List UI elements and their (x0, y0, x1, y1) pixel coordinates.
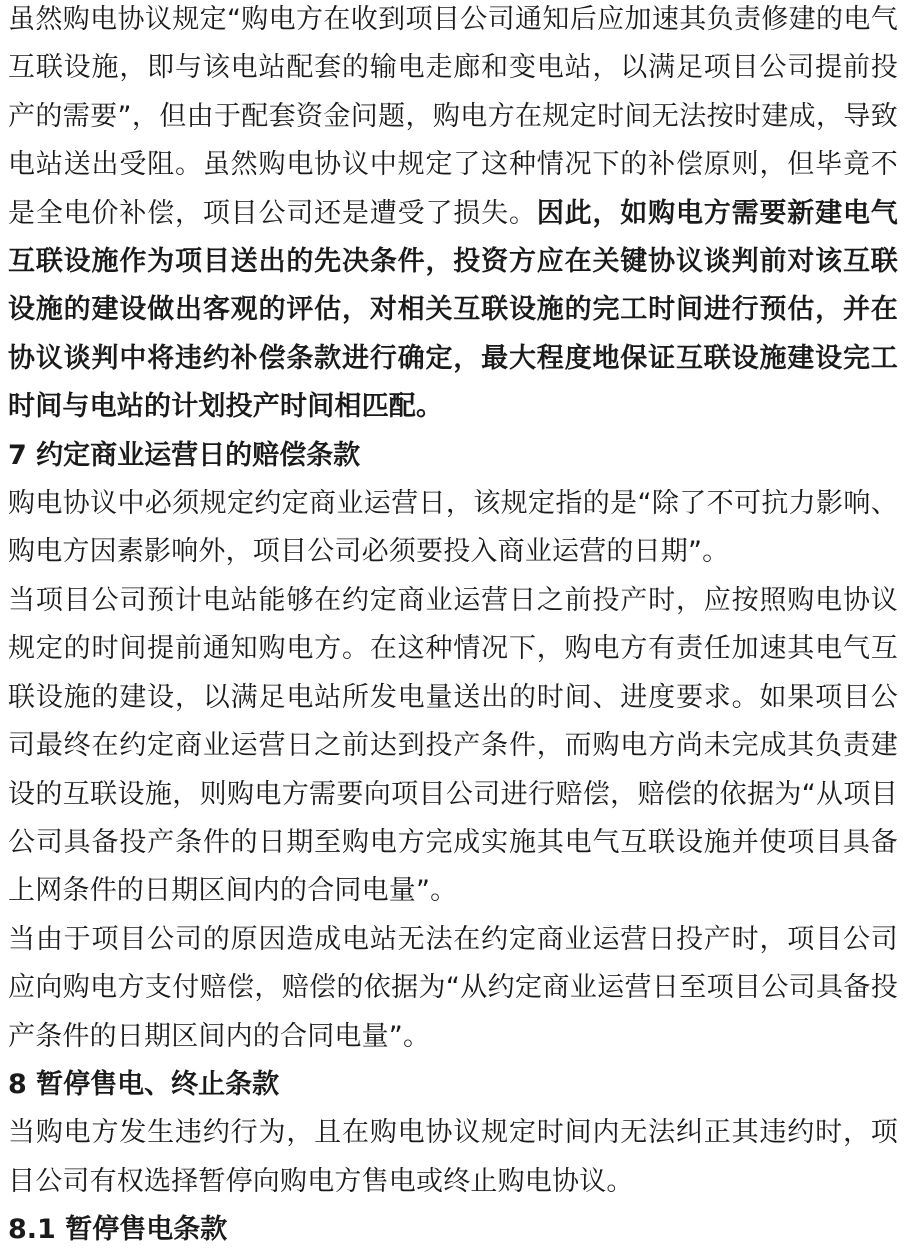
paragraph-text: 当购电方发生违约行为，且在购电协议规定时间内无法纠正其违约时，项目公司有权选择暂停向购电方售电或终止购电协议。 (8, 1117, 898, 1197)
paragraph-early-commissioning (8, 577, 898, 916)
paragraph-text: 当项目公司预计电站能够在约定商业运营日之前投产时，应按照购电协议规定的时间提前通知购电方。在这种情况下，购电方有责任加速其电气互联设施的建设，以满足电站所发电量送出的时间、进度要求。如果项目公司最终在约定商业运营日之前达到投产条件，而购电方尚未完成其负责建设的互联设施，则购电方需要向项目公司进行赔偿，赔偿的依据为“从项目公司具备投产条件的日期至购电方完成实施其电气互联设施并使项目具备上网条件的日期区间内的合同电量”。 (8, 584, 898, 907)
section-heading-8-1: 8.1 暂停售电条款 (8, 1214, 228, 1246)
paragraph-interconnection-delay (8, 0, 898, 432)
section-heading-8: 8 暂停售电、终止条款 (8, 1068, 280, 1100)
paragraph-project-delay (8, 916, 898, 1061)
paragraph-suspension-termination (8, 1109, 898, 1206)
section-heading-7: 7 约定商业运营日的赔偿条款 (8, 439, 361, 471)
paragraph-cod-definition (8, 480, 898, 577)
paragraph-text: 购电协议中必须规定约定商业运营日，该规定指的是“除了不可抗力影响、购电方因素影响外，项目公司必须要投入商业运营的日期”。 (8, 488, 898, 568)
paragraph-text: 虽然购电协议规定“购电方在收到项目公司通知后应加速其负责修建的电气互联设施，即与该电站配套的输电走廊和变电站，以满足项目公司提前投产的需要”，但由于配套资金问题，购电方在规定时间无法按时建成，导致电站送出受阻。虽然购电协议中规定了这种情况下的补偿原则，但毕竟不是全电价补偿，项目公司还是遭受了损失。 (8, 4, 898, 229)
paragraph-text: 当由于项目公司的原因造成电站无法在约定商业运营日投产时，项目公司应向购电方支付赔偿，赔偿的依据为“从约定商业运营日至项目公司具备投产条件的日期区间内的合同电量”。 (8, 923, 898, 1052)
paragraph-bold-text: 因此，如购电方需要新建电气互联设施作为项目送出的先决条件，投资方应在关键协议谈判前对该互联设施的建设做出客观的评估，对相关互联设施的完工时间进行预估，并在协议谈判中将违约补偿条款进行确定，最大程度地保证互联设施建设完工时间与电站的计划投产时间相匹配。 (8, 197, 898, 423)
